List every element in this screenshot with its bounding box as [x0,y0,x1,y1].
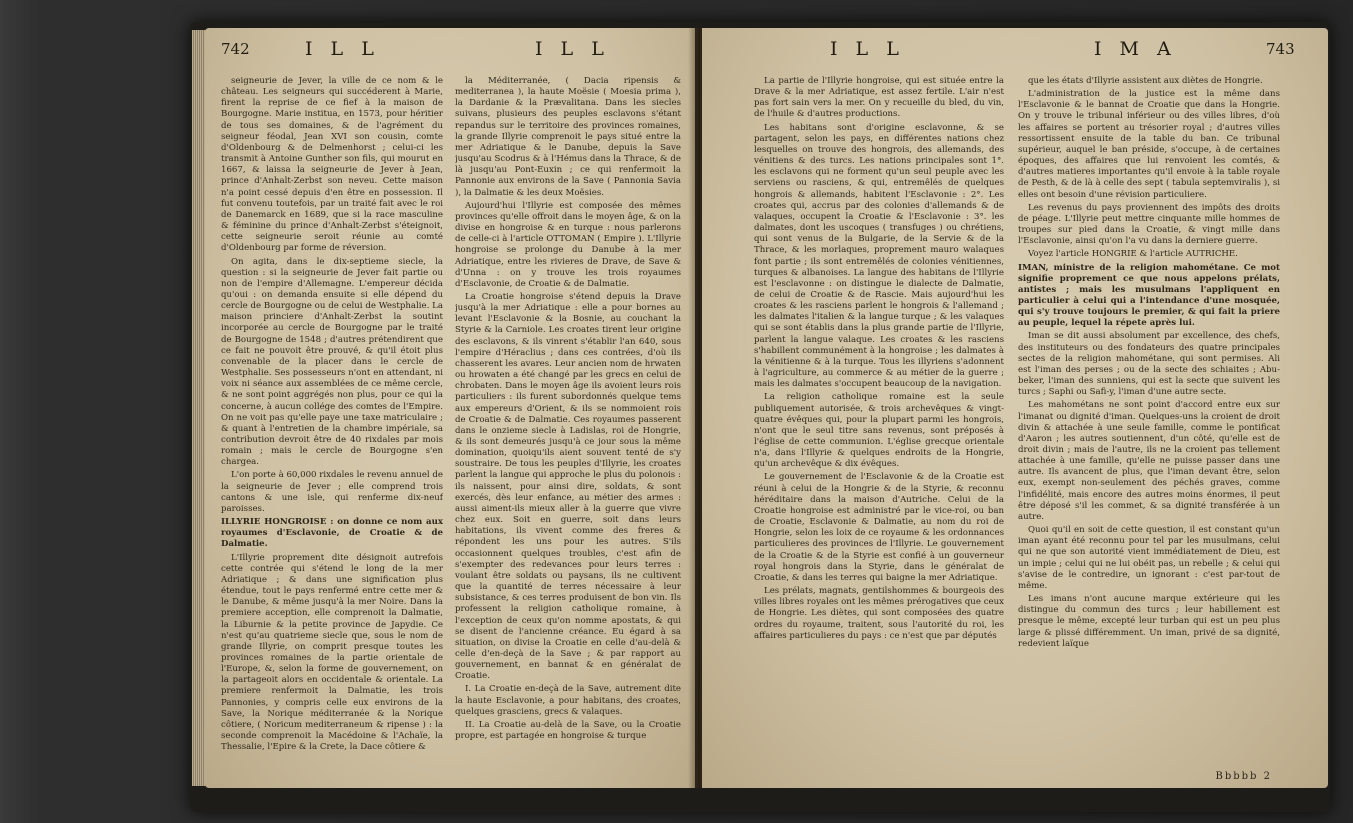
right-running-head-2: I M A [1094,38,1177,60]
left-column-2 [455,76,681,774]
left-page [205,28,695,788]
paragraph: La partie de l'Illyrie hongroise, qui est située entre la Drave & la mer Adriatique, est assez fertile. L'air n'est pas fort sain vers la mer. On y recueille du bled, du vin, de l'huile & d'autres productions. [754,76,1004,120]
paragraph: Iman se dit aussi absolument par excellence, des chefs, des instituteurs ou des fondateurs des quatre principales sectes de la religion mahométane, qui sont permises. Ali est l'iman des perses ; ou de la secte des schiaites ; Abu-beker, l'iman des sunniens, qui est la secte que suivent les turcs ; Saphi ou Safi-y, l'iman d'une autre secte. [1018,331,1280,398]
paragraph: Les prélats, magnats, gentilshommes & bourgeois des villes libres royales ont les mêmes prérogatives que ceux de Hongrie. Les diètes, qui sont composées des quatre ordres du royaume, traitent, sous l'autorité du roi, les affaires particulieres du pays : ce n'est que par députés [754,586,1004,641]
left-running-head-2: I L L [535,38,610,60]
left-column-1 [221,76,443,774]
paragraph: II. La Croatie au-delà de la Save, ou la Croatie propre, est partagée en hongroise & turque [455,719,681,742]
paragraph: que les états d'Illyrie assistent aux diètes de Hongrie. [1028,76,1263,86]
right-page [702,28,1328,788]
paragraph: Les mahométans ne sont point d'accord entre eux sur l'imanat ou dignité d'iman. Quelques-uns la croient de droit divin & attachée à une seule famille, comme le pontificat d'Aaron ; les autres soutiennent, d'un côté, qu'elle est de droit divin ; mais de l'autre, ils ne la croient pas tellement attachée à une famille, qu'elle ne puisse passer dans une autre. Ils avancent de plus, que l'iman devant être, selon eux, exempt non-seulement des péchés graves, comme l'infidélité, mais encore des autres moins énormes, il peut être déposé s'il les commet, & sa dignité transférée à un autre. [1018,400,1280,522]
paragraph: Le gouvernement de l'Esclavonie & de la Croatie est réuni à celui de la Hongrie & de la Styrie, & reconnu héréditaire dans la maison d'Autriche. Celui de la Croatie hongroise est administré par le vice-roi, ou ban de Croatie, Esclavonie & Dalmatie, au nom du roi de Hongrie, selon les loix de ce royaume & les ordonnances particulieres des provinces de l'Illyrie. Le gouvernement de la Croatie & de la Styrie est confié à un gouverneur royal hongrois dans la Styrie, dans le généralat de Croatie, & dans les terres qui baigne la mer Adriatique. [754,472,1004,583]
paragraph: I. La Croatie en-deçà de la Save, autrement dite la haute Esclavonie, a pour habitans, des croates, quelques grasciens, grecs & valaques. [455,684,681,717]
paragraph: Les imans n'ont aucune marque extérieure qui les distingue du commun des turcs ; leur habillement est presque le même, excepté leur turban qui est un peu plus large & plissé différemment. Un iman, privé de sa dignité, redevient laïque [1018,594,1280,649]
paragraph: L'Illyrie proprement dite désignoit autrefois cette contrée qui s'étend le long de la mer Adriatique ; & dans une signification plus étendue, tout le pays renfermé entre cette mer & le Danube, & même jusqu'à la mer Noire. Dans la premiere acception, elle comprenoit la Dalmatie, la Liburnie & la petite province de Japydie. Ce n'est qu'au quatrieme siecle que, sous le nom de grande Illyrie, on comprit presque toutes les provinces romaines de la partie orientale de l'Europe, &, selon la forme de gouvernement, on la partageoit alors en occidentale & orientale. La premiere renfermoit la Dalmatie, les trois Pannonies, y compris celle eux environs de la Save, la Norique méditerranée & la Norique côtiere, ( Noricum mediterraneum & ripense ) : la seconde comprenoit la Macédoine & l'Achaïe, la Thessalie, l'Epire & la Crete, la Dace côtiere & [221,552,443,753]
paragraph: Aujourd'hui l'Illyrie est composée des mêmes provinces qu'elle offroit dans le moyen âge, & on la divise en hongroise & en turque : nous parlerons de celle-ci à l'article OTTOMAN ( Empire ). L'Illyrie hongroise se prolonge du Danube à la mer Adriatique, entre les rivieres de Drave, de Save & d'Unna : on y trouve les trois royaumes d'Esclavonie, de Croatie & de Dalmatie. [455,200,681,289]
right-column-2 [1018,76,1280,762]
paragraph: Voyez l'article HONGRIE & l'article AUTRICHE. [1028,249,1238,260]
paragraph: Les revenus du pays proviennent des impôts des droits de péage. L'Illyrie peut mettre cinquante mille hommes de troupes sur pied dans la Croatie, & vingt mille dans l'Esclavonie, ainsi qu'on l'a vu dans la derniere guerre. [1018,202,1280,247]
paragraph: seigneurie de Jever, la ville de ce nom & le château. Les seigneurs qui succéderent à Marie, firent la reprise de ce fief à la maison de Bourgogne. Marie institua, en 1573, pour héritier de tous ses domaines, & de l'agrément du seigneur féodal, Jean XVI son cousin, comte d'Oldenbourg & de Delmenhorst ; celui-ci les transmit à Antoine Gunther son fils, qui mourut en 1667, & laissa la seigneurie de Jever à Jean, prince d'Anhalt-Zerbst son neveu. Cette maison n'a point cessé depuis d'en être en possession. Il fut convenu toutefois, par un traité fait avec le roi de Danemarck en 1689, que si la race masculine & féminine du prince d'Anhalt-Zerbst s'éteignoit, cette seigneurie seroit réunie au comté d'Oldenbourg par forme de réversion. [221,76,443,254]
paragraph: la Méditerranée, ( Dacia ripensis & mediterranea ), la haute Moësie ( Moesia prima ), la Dardanie & la Prævalitana. Dans les siecles suivans, plusieurs des peuples esclavons s'étant repandus sur le territoire des provinces romaines, la grande Illyrie comprenoit le pays situé entre la mer Adriatique & le Danube, depuis la Save jusqu'au Scodrus & à l'Hémus dans la Thrace, & de là jusqu'au Pont-Euxin ; ce qui renfermoit la Pannonie aux environs de la Save ( Pannonia Savia ), la Dalmatie & les deux Moësies. [455,76,681,198]
page-edges [192,30,206,786]
paragraph: On agita, dans le dix-septieme siecle, la question : si la seigneurie de Jever fait partie ou non de l'empire d'Allemagne. L'empereur décida qu'oui : on demanda ensuite si elle dépend du cercle de Bourgogne ou de celui de Westphalie. La maison princiere d'Anhalt-Zerbst la soutint incorporée au cercle de Bourgogne par le traité de Bourgogne de 1548 ; d'autres prétendirent que ce fait ne pouvoit être prouvé, & qu'il étoit plus convenable de la placer dans le cercle de Westphalie. Ses possesseurs n'ont en attendant, ni voix ni séance aux assemblées de ce même cercle, & ne sont point aggrégés non plus, pour ce qui la concerne, à aucun collége des comtes de l'Empire. On ne voit pas qu'elle paye une taxe matriculaire ; & quant à l'entretien de la chambre impériale, sa contribution devroit être de 40 rixdales par mois romain ; mais le cercle de Bourgogne s'en chargea. [221,256,443,468]
paragraph: La Croatie hongroise s'étend depuis la Drave jusqu'à la mer Adriatique : elle a pour bornes au levant l'Esclavonie & la Bosnie, au couchant la Styrie & la Carniole. Les croates tirent leur origine des esclavons, & ils vinrent s'établir l'an 640, sous l'empire d'Héraclius ; dans ces contrées, d'où ils chasserent les avares. Leur ancien nom de hrwaten ou hrowaten a été changé par les grecs en celui de chrobaten. Dans le moyen âge ils avoient leurs rois particuliers : ils furent subordonnés quelque tems aux empereurs d'Orient, & ils se nommoient rois de Croatie & de Dalmatie. Ces royaumes passerent dans le onzieme siecle à Ladislas, roi de Hongrie, & ils sont demeurés jusqu'à ce jour sous la même domination, quoiqu'ils aient souvent tenté de s'y soustraire. De tous les peuples d'Illyrie, les croates parlent la langue qui approche le plus du polonois : ils naissent, pour ainsi dire, soldats, & sont exercés, dès leur enfance, au métier des armes : aussi aiment-ils mieux aller à la guerre que vivre chez eux. Soit en guerre, soit dans leurs habitations, ils vivent comme des freres & répondent les uns pour les autres. S'ils occasionnent quelques troubles, c'est afin de s'exempter des redevances pour leurs terres : voulant être soldats ou paysans, ils ne cultivent que la quantité de terres nécessaire à leur subsistance, & ces terres produisent de bon vin. Ils professent la religion catholique romaine, à l'exception de ceux qu'on nomme apostats, & qui se disent de l'ancienne créance. Eu égard à sa situation, on divise la Croatie en celle d'au-delà & celle d'en-deçà de la Save ; & par rapport au gouvernement, en bannat & en généralat de Croatie. [455,291,681,682]
paragraph: IMAN, ministre de la religion mahométane. Ce mot signifie proprement ce que nous appelons prélats, antistes ; mais les musulmans l'appliquent en particulier à celui qui a l'intendance d'une mosquée, qui s'y trouve toujours le premier, & qui fait la priere au peuple, lequel la répete après lui. [1018,262,1280,329]
entry-heading: ILLYRIE HONGROISE : on donne ce nom aux royaumes d'Esclavonie, de Croatie & de Dalmatie. [221,517,443,550]
paragraph: L'administration de la justice est la même dans l'Esclavonie & le bannat de Croatie que dans la Hongrie. On y trouve le tribunal inférieur ou des villes libres, d'où les affaires se portent au trésorier royal ; d'autres villes ressortissent ensuite de la table du ban. Ce tribunal supérieur, auquel le ban préside, s'occupe, à de certaines époques, des affaires que lui renvoient les comtés, & d'autres matieres importantes qu'il envoie à la table royale de Pesth, & de là à celle des sept ( tabula septemviralis ), si elles ont besoin d'une révision particuliere. [1018,89,1280,200]
right-column-1 [754,76,1004,774]
left-page-number: 742 [221,40,250,58]
right-running-head-1: I L L [830,38,905,60]
left-running-head-1: I L L [305,38,380,60]
paragraph: L'on porte à 60,000 rixdales le revenu annuel de la seigneurie de Jever ; elle comprend trois cantons & une isle, qui renferme dix-neuf paroisses. [221,470,443,514]
paragraph: La religion catholique romaine est la seule publiquement autorisée, & trois archevêques & vingt-quatre évêques qui, pour la plupart parmi les hongrois, n'ont que le seul titre sans revenus, sont préposés à l'église de cette communion. L'église grecque orientale n'a, dans l'Illyrie & quelques endroits de la Hongrie, qu'un archevêque & dix évêques. [754,392,1004,470]
paragraph: Quoi qu'il en soit de cette question, il est constant qu'un iman ayant été reconnu pour tel par les musulmans, celui qui ne que son autorité vient immédiatement de Dieu, est un impie ; celui qui ne lui obéit pas, un rebelle ; & celui qui s'avise de le contredire, un ignorant : c'est par-tout de même. [1018,525,1280,591]
signature-mark: Bbbbb 2 [1215,771,1272,782]
right-page-number: 743 [1266,40,1295,58]
paragraph: Les habitans sont d'origine esclavonne, & se partagent, selon les pays, en différentes nations chez lesquelles on trouve des hongrois, des allemands, des vénitiens & des turcs. Les nations principales sont 1°. les esclavons qui ne forment qu'un seul peuple avec les serviens ou rasciens, & qui, entremêlés de quelques hongrois & allemands, habitent l'Esclavonie : 2°. Les croates qui, accrus par des colonies d'allemands & de valaques, occupent la Croatie & l'Esclavonie : 3°. les dalmates, dont les uscoques ( transfuges ) ou chrétiens, qui sont venus de la Bulgarie, de la Servie & de la Thrace, & les morlaques, proprement mauro walaques font partie ; ils sont entremêlés de colonies vénitiennes, turques & albanoises. La langue des habitans de l'Illyrie est l'esclavonne : on distingue le dialecte de Dalmatie, de celui de Croatie & de Rascie. Mais aujourd'hui les croates & les rasciens parlent le hongrois & l'allemand ; les dalmates l'italien & la langue turque ; & les valaques qui se sont établis dans la plus grande partie de l'Illyrie, parlent la langue valaque. Les croates & les rasciens s'habillent communément à la hongroise ; les dalmates à la vénitienne & à la turque. Tous les illyriens s'adonnent à l'agriculture, au commerce & au métier de la guerre ; mais les dalmates s'occupent beaucoup de la navigation. [754,122,1004,390]
